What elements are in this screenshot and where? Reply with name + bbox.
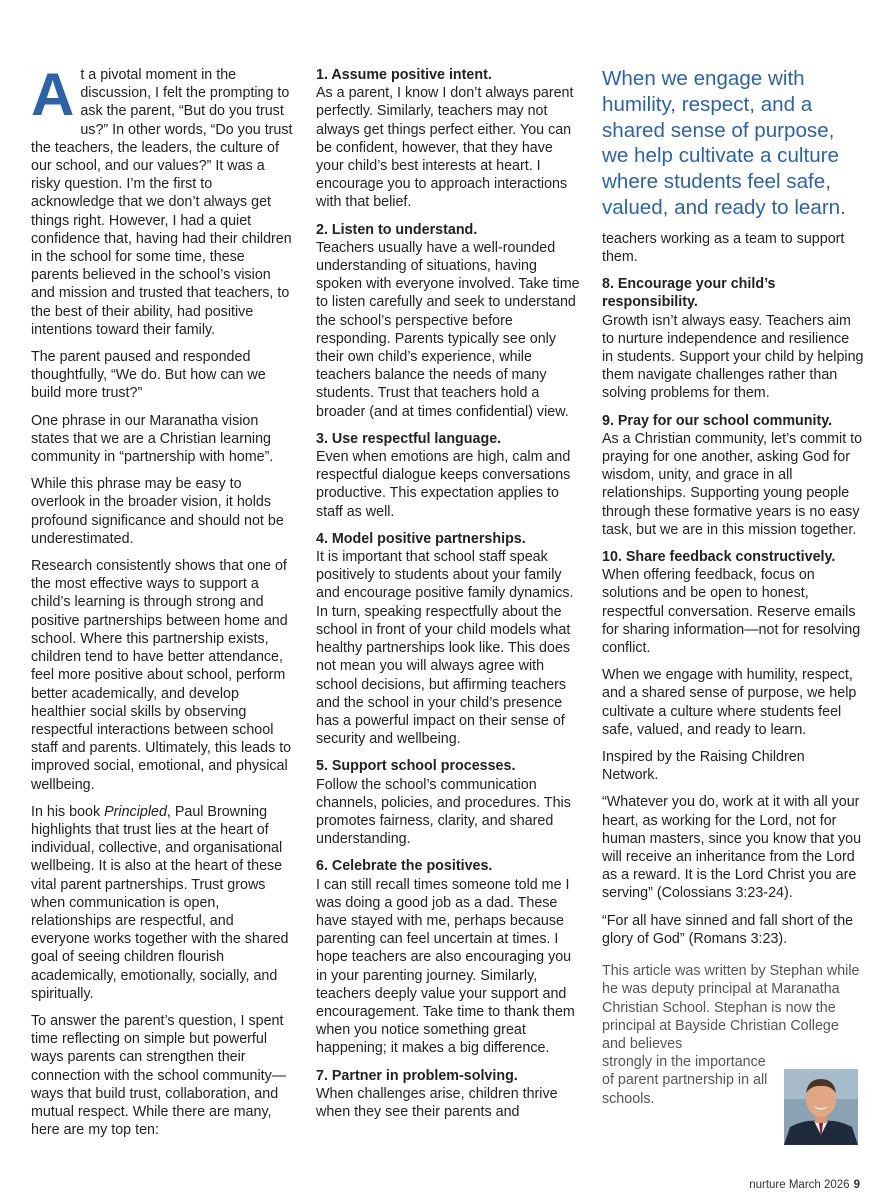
list-item-body: When offering feedback, focus on solutions and be open to honest, respectful conversation. Reserve emails for sharing information—not for resolving conflict. xyxy=(602,567,861,657)
list-item xyxy=(316,757,580,848)
list-item xyxy=(602,275,864,402)
intro-text: t a pivotal moment in the discussion, I felt the prompting to ask the parent, “But do you trust us?” In other words, “Do you trust the teachers, the leaders, the culture of our school, and our values?” It was a risky question. I’m the first to acknowledge that we don’t always get things right. However, I had a quiet confidence that, having had their children in the school for some time, these parents believed in the school’s vision and mission and trusted that teachers, to the best of their ability, had positive intentions toward their family. xyxy=(31,67,293,338)
scripture-quote: “For all have sinned and fall short of the glory of God” (Romans 3:23). xyxy=(602,912,854,947)
list-item-heading: 2. Listen to understand. xyxy=(316,221,478,238)
publication-name: nurture March 2026 xyxy=(749,1179,850,1191)
column-2 xyxy=(316,66,580,1130)
list-item xyxy=(602,548,864,657)
drop-cap: A xyxy=(31,61,75,128)
list-item-heading: 9. Pray for our school community. xyxy=(602,412,833,429)
portrait-image xyxy=(784,1069,858,1145)
pull-quote: When we engage with humility, respect, and a shared sense of purpose, we help cultivate a culture where students feel safe, valued, and ready to learn. xyxy=(602,67,846,219)
list-item xyxy=(602,412,864,539)
list-item-body: Follow the school’s communication channels, policies, and procedures. This promotes fairness, clarity, and shared understanding. xyxy=(316,776,571,848)
list-item-heading: 10. Share feedback constructively. xyxy=(602,549,836,566)
list-item xyxy=(316,66,580,212)
paragraph-closing: When we engage with humility, respect, and a shared sense of purpose, we help cultivate a culture where students feel safe, valued, and ready to learn. xyxy=(602,667,857,738)
column-3 xyxy=(602,66,864,1117)
intro-paragraph xyxy=(31,61,293,339)
list-item-body: When challenges arise, children thrive when they see their parents and xyxy=(316,1085,558,1120)
list-item-heading: 5. Support school processes. xyxy=(316,758,516,775)
paragraph-principled: In his book Principled, Paul Browning highlights that trust lies at the heart of individual, collective, and organisational wellbeing. It is also at the heart of these vital parent partnerships. Trust grows when communication is open, relationships are respectful, and everyone works together with the shared goal of seeing children flourish academically, emotionally, socially, and spiritually. xyxy=(31,803,289,1002)
list-item-body: Growth isn’t always easy. Teachers aim to nurture independence and resilience in students. Support your child by helping them navigate challenges rather than solving problems for them. xyxy=(602,312,864,402)
page-footer xyxy=(749,1179,860,1191)
scripture-quote: “Whatever you do, work at it with all your heart, as working for the Lord, not for human masters, since you know that you will receive an inheritance from the Lord as a reward. It is the Lord Christ you are serving” (Colossians 3:23-24). xyxy=(602,794,862,902)
list-item-body: As a parent, I know I don’t always parent perfectly. Similarly, teachers may not always get things perfect either. You can be confident, however, that they have your child’s best interests at heart. I encourage you to approach interactions with that belief. xyxy=(316,85,574,211)
paragraph-significance: While this phrase may be easy to overlook in the broader vision, it holds profound significance and should not be underestimated. xyxy=(31,476,284,547)
paragraph-inspired-by: Inspired by the Raising Children Network. xyxy=(602,749,805,784)
paragraph-parent-response: The parent paused and responded thoughtfully, “We do. But how can we build more trust?” xyxy=(31,349,266,402)
column-1 xyxy=(31,61,293,1148)
paragraph-top-ten-intro: To answer the parent’s question, I spent time reflecting on simple but powerful ways parents can strengthen their connection with the school community—ways that build trust, collaboration, and mutual respect. While there are many, here are my top ten: xyxy=(31,1012,287,1139)
list-item-heading: 8. Encourage your child’s responsibility. xyxy=(602,276,776,311)
list-item xyxy=(316,221,580,421)
list-item-body: It is important that school staff speak positively to students about your family and encourage positive family dynamics. In turn, speaking respectfully about the school in front of your child models what healthy partnerships look like. This does not mean you will always agree with school decisions, but affirming teachers and the school in your child’s presence has a powerful impact on their sense of security and wellbeing. xyxy=(316,549,574,748)
list-item-heading: 3. Use respectful language. xyxy=(316,430,502,447)
list-item xyxy=(316,1067,580,1122)
list-item-heading: 6. Celebrate the positives. xyxy=(316,858,493,875)
list-item-heading: 7. Partner in problem-solving. xyxy=(316,1067,518,1084)
list-item-heading: 4. Model positive partnerships. xyxy=(316,530,526,547)
paragraph-research: Research consistently shows that one of the most effective ways to support a child’s learning is through strong and positive partnerships between home and school. Where this partnership exists, children tend to have better attendance, feel more positive about school, perform better academically, and develop healthier social skills by observing respectful interactions between school staff and parents. Ultimately, this leads to improved social, emotional, and physical wellbeing. xyxy=(31,558,292,793)
list-item-heading: 1. Assume positive intent. xyxy=(316,67,492,83)
page-number: 9 xyxy=(853,1179,860,1191)
list-item-body: As a Christian community, let’s commit to praying for one another, asking God for wisdom, unity, and grace in all relationships. Supporting young people through these formative years is no easy task, but we are in this mission together. xyxy=(602,430,863,538)
book-title: Principled xyxy=(104,803,167,820)
author-note-text: strongly in the importance of parent partnership in all schools. xyxy=(602,1054,768,1107)
list-item xyxy=(316,430,580,521)
paragraph-continued: teachers working as a team to support them. xyxy=(602,230,845,265)
author-note-text: This article was written by Stephan while he was deputy principal at Maranatha Christian School. Stephan is now the principal at Bayside Christian College and believes xyxy=(602,963,860,1052)
list-item xyxy=(316,857,580,1057)
paragraph-vision-phrase: One phrase in our Maranatha vision states that we are a Christian learning community in “partnership with home”. xyxy=(31,412,274,466)
list-item-body: Even when emotions are high, calm and respectful dialogue keeps conversations productive. This expectation applies to staff as well. xyxy=(316,449,571,520)
list-item-body: Teachers usually have a well-rounded understanding of situations, having spoken with everyone involved. Take time to listen carefully and seek to understand the school’s perspective before responding. Parents typically see only their own child’s experience, while teachers balance the needs of many students. Trust that teachers hold a broader (and at times confidential) view. xyxy=(316,239,580,420)
author-photo xyxy=(784,1069,858,1145)
list-item-body: I can still recall times someone told me I was doing a good job as a dad. These have stayed with me, perhaps because parenting can feel uncertain at times. I hope teachers are also encouraging you in your parenting journey. Similarly, teachers deeply value your support and encouragement. Take time to thank them when you notice something great happening; it makes a big difference. xyxy=(316,876,575,1057)
list-item xyxy=(316,530,580,748)
